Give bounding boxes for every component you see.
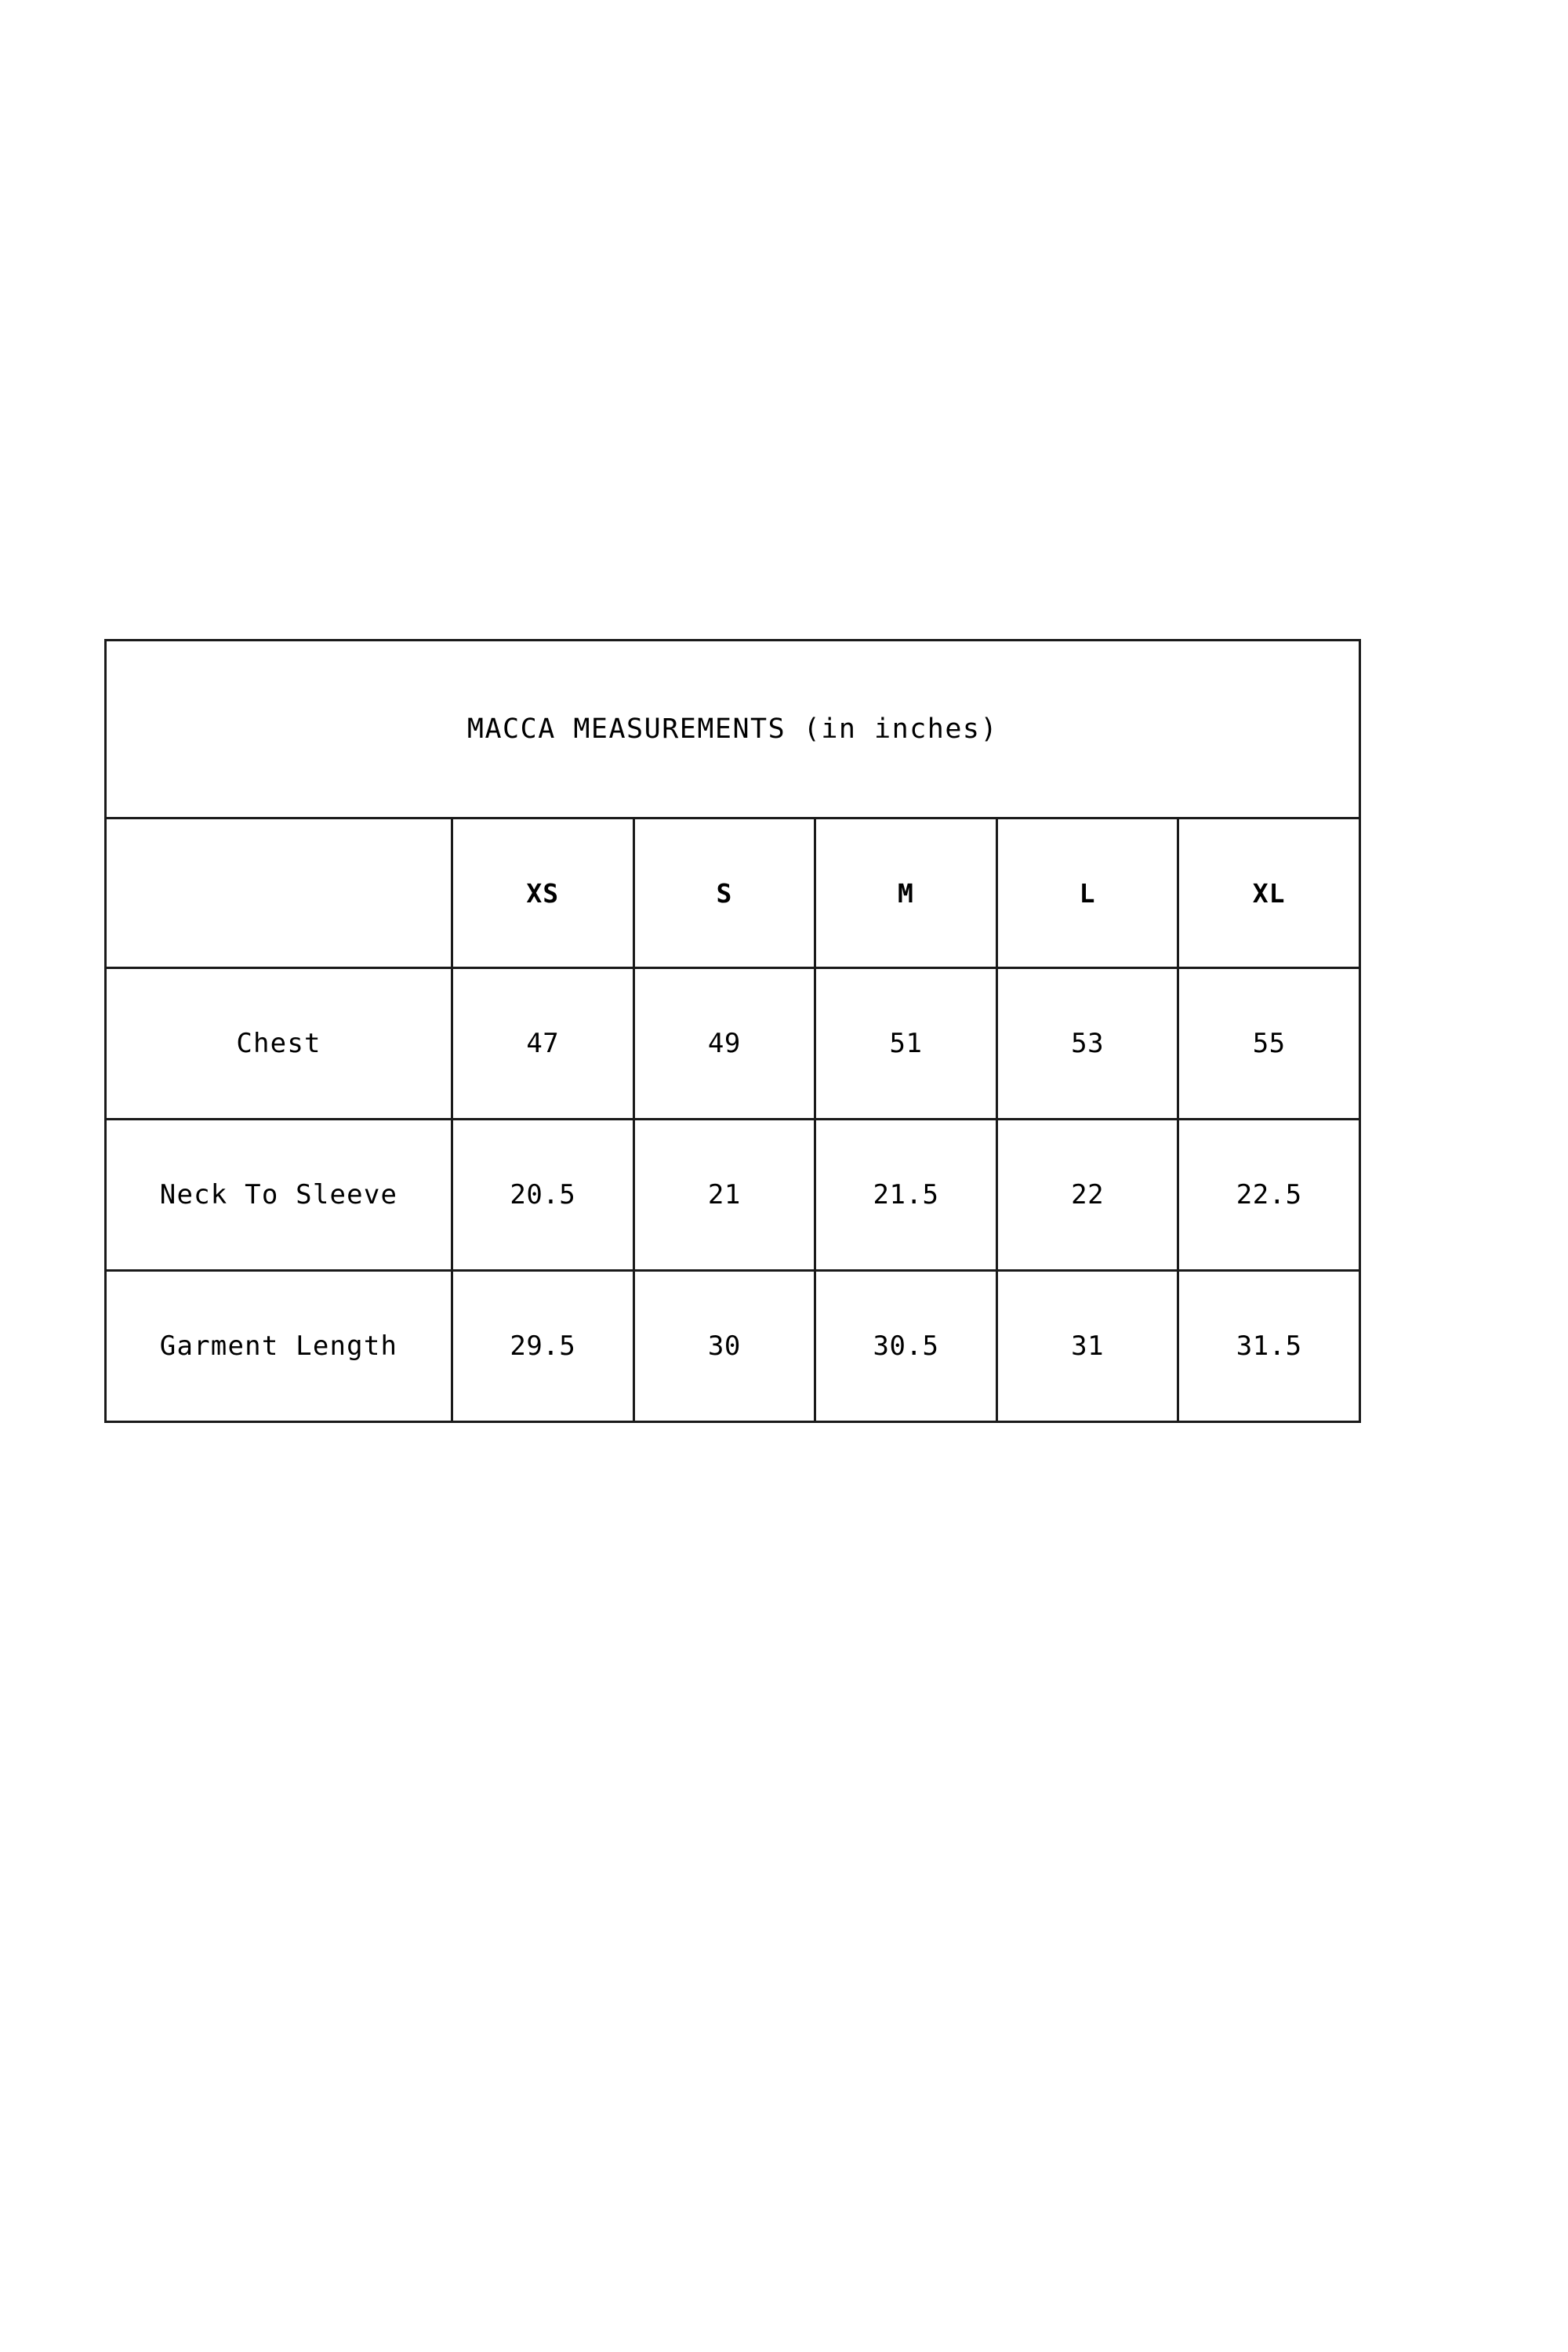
chart-title: MACCA MEASUREMENTS (in inches) — [106, 641, 1360, 818]
header-size-xl: XL — [1178, 818, 1360, 968]
cell-chest-s: 49 — [633, 968, 815, 1120]
table-row-chest — [106, 968, 1360, 1120]
row-label-chest: Chest — [106, 968, 452, 1120]
cell-garment-length-m: 30.5 — [815, 1271, 997, 1422]
table-row-neck-to-sleeve — [106, 1120, 1360, 1271]
cell-neck-to-sleeve-xs: 20.5 — [452, 1120, 634, 1271]
row-label-garment-length: Garment Length — [106, 1271, 452, 1422]
cell-neck-to-sleeve-xl: 22.5 — [1178, 1120, 1360, 1271]
header-size-l: L — [996, 818, 1178, 968]
row-label-neck-to-sleeve: Neck To Sleeve — [106, 1120, 452, 1271]
cell-chest-m: 51 — [815, 968, 997, 1120]
header-size-s: S — [633, 818, 815, 968]
header-corner-cell — [106, 818, 452, 968]
cell-neck-to-sleeve-l: 22 — [996, 1120, 1178, 1271]
table-row-garment-length — [106, 1271, 1360, 1422]
cell-garment-length-xl: 31.5 — [1178, 1271, 1360, 1422]
cell-neck-to-sleeve-m: 21.5 — [815, 1120, 997, 1271]
cell-chest-xl: 55 — [1178, 968, 1360, 1120]
header-size-xs: XS — [452, 818, 634, 968]
cell-garment-length-xs: 29.5 — [452, 1271, 634, 1422]
table-header-row — [106, 818, 1360, 968]
size-chart-table — [104, 639, 1361, 1423]
cell-neck-to-sleeve-s: 21 — [633, 1120, 815, 1271]
cell-chest-l: 53 — [996, 968, 1178, 1120]
cell-garment-length-l: 31 — [996, 1271, 1178, 1422]
header-size-m: M — [815, 818, 997, 968]
cell-garment-length-s: 30 — [633, 1271, 815, 1422]
table-title-row — [106, 641, 1360, 818]
cell-chest-xs: 47 — [452, 968, 634, 1120]
